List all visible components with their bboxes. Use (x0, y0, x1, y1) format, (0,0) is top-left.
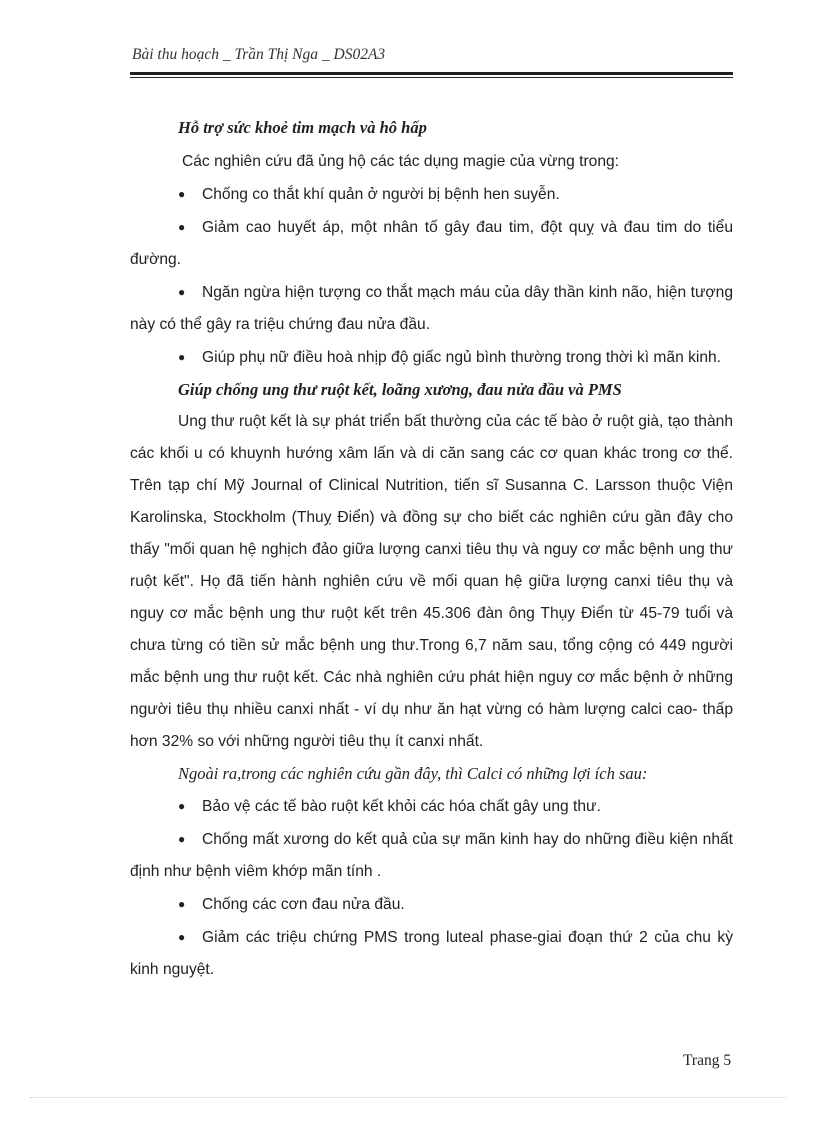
page-bottom-divider (30, 1097, 786, 1098)
page-number: Trang 5 (683, 1052, 732, 1069)
list-item (130, 790, 733, 823)
list-item (130, 276, 733, 341)
list-item-text: Giảm cao huyết áp, một nhân tố gây đau tim, đột quỵ và đau tim do tiểu đường. (130, 219, 733, 268)
section-intro: Các nghiên cứu đã ủng hộ các tác dụng magie của vừng trong: (182, 153, 619, 170)
bullet-icon: ● (178, 832, 186, 846)
header-rule-thin (130, 77, 733, 78)
list-item (130, 211, 733, 276)
list-item (130, 888, 733, 921)
bullet-icon: ● (178, 930, 186, 944)
bullet-icon: ● (178, 187, 186, 201)
list-item-text: Chống mất xương do kết quả của sự mãn kinh hay do những điều kiện nhất định như bệnh viêm khớp mãn tính . (130, 831, 733, 880)
bullet-icon: ● (178, 897, 186, 911)
bullet-icon: ● (178, 285, 186, 299)
bullet-icon: ● (178, 350, 186, 364)
list-item-text: Chống các cơn đau nửa đầu. (202, 896, 405, 913)
page-header: Bài thu hoạch _ Trần Thị Nga _ DS02A3 (132, 46, 386, 63)
document-body (130, 112, 733, 986)
list-item (130, 921, 733, 986)
list-item-text: Giảm các triệu chứng PMS trong luteal phase-giai đoạn thứ 2 của chu kỳ kinh nguyệt. (130, 929, 733, 978)
list-item-text: Ngăn ngừa hiện tượng co thắt mạch máu của dây thần kinh não, hiện tượng này có thể gây ra triệu chứng đau nửa đầu. (130, 284, 733, 333)
header-rule-thick (130, 72, 733, 75)
section-heading-cardio: Hỗ trợ sức khoẻ tim mạch và hô hấp (178, 118, 427, 137)
bullet-icon: ● (178, 220, 186, 234)
body-paragraph: Ung thư ruột kết là sự phát triển bất thường của các tế bào ở ruột già, tạo thành các khối u có khuynh hướng xâm lấn và di căn sang các cơ quan khác trong cơ thể. Trên tạp chí Mỹ Journal of Clinical Nutrition, tiến sĩ Susanna C. Larsson thuộc Viện Karolinska, Stockholm (Thuỵ Điển) và đồng sự cho biết các nghiên cứu gần đây cho thấy "mối quan hệ nghịch đảo giữa lượng canxi tiêu thụ và nguy cơ mắc bệnh ung thư ruột kết". Họ đã tiến hành nghiên cứu về mối quan hệ giữa lượng canxi tiêu thụ và nguy cơ mắc bệnh ung thư ruột kết trên 45.306 đàn ông Thụy Điển từ 45-79 tuổi và chưa từng có tiền sử mắc bệnh ung thư.Trong 6,7 năm sau, tổng cộng có 449 người mắc bệnh ung thư ruột kết. Các nhà nghiên cứu phát hiện nguy cơ mắc bệnh ở những người tiêu thụ nhiều canxi nhất - ví dụ như ăn hạt vừng có hàm lượng calci cao- thấp hơn 32% so với những người tiêu thụ ít canxi nhất. (130, 413, 733, 750)
bullet-icon: ● (178, 799, 186, 813)
italic-intro: Ngoài ra,trong các nghiên cứu gần đây, thì Calci có những lợi ích sau: (178, 764, 648, 783)
list-item (130, 823, 733, 888)
list-item-text: Chống co thắt khí quản ở người bị bệnh hen suyễn. (202, 186, 560, 203)
list-item-text: Giúp phụ nữ điều hoà nhịp độ giấc ngủ bình thường trong thời kì mãn kinh. (202, 349, 722, 366)
list-item (130, 178, 733, 211)
list-item (130, 341, 733, 374)
list-item-text: Bảo vệ các tế bào ruột kết khỏi các hóa chất gây ung thư. (202, 798, 601, 815)
section-heading-cancer: Giúp chống ung thư ruột kết, loãng xương, đau nửa đầu và PMS (178, 380, 622, 399)
